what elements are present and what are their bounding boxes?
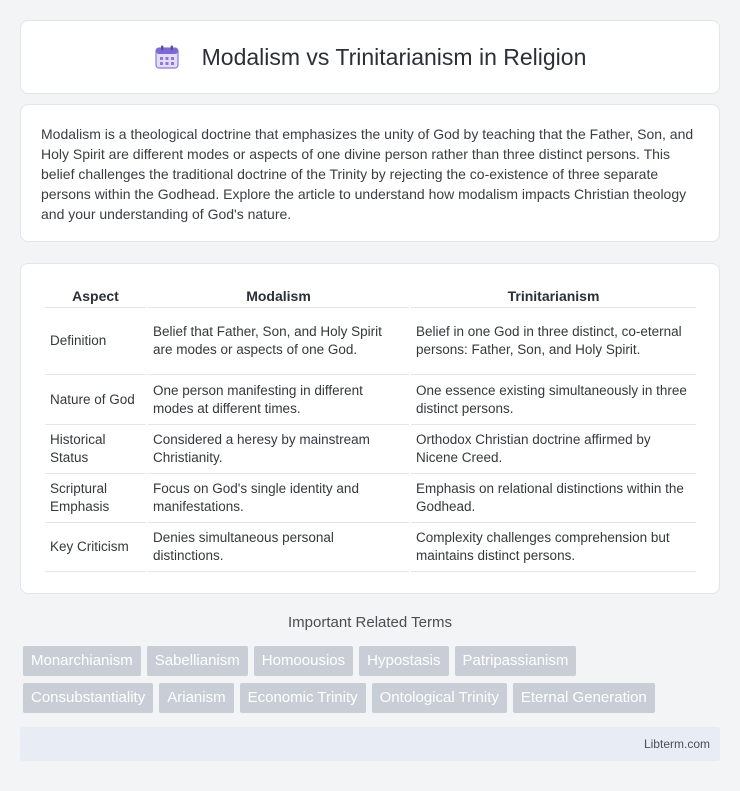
cell-trinitarianism: Complexity challenges comprehension but maintains distinct persons. [411,523,696,572]
table-row [45,375,696,425]
table-row [45,474,696,523]
cell-trinitarianism: Orthodox Christian doctrine affirmed by Nicene Creed. [411,425,696,474]
header-trinitarianism: Trinitarianism [411,286,696,308]
table-row [45,523,696,572]
cell-modalism: Belief that Father, Son, and Holy Spirit are modes or aspects of one God. [148,308,409,375]
table-row [45,308,696,375]
related-terms [23,646,723,720]
comparison-table [43,286,698,572]
cell-aspect: Nature of God [45,375,146,425]
tag-hypostasis[interactable]: Hypostasis [359,646,448,676]
tag-row [23,646,723,676]
footer [20,727,720,761]
cell-aspect: Definition [45,308,146,375]
page-title: Modalism vs Trinitarianism in Religion [201,43,587,70]
intro-card [20,104,720,242]
cell-aspect: Historical Status [45,425,146,474]
intro-text: Modalism is a theological doctrine that emphasizes the unity of God by teaching that the Father, Son, and Holy Spirit are different modes or aspects of one divine person rather than three distinct persons. This belief challenges the traditional doctrine of the Trinity by rejecting the co-existence of three separate persons within the Godhead. Explore the article to understand how modalism impacts Christian theology and your understanding of God's nature. [41,126,694,222]
table-header-row [45,286,696,308]
tag-sabellianism[interactable]: Sabellianism [147,646,248,676]
cell-aspect: Key Criticism [45,523,146,572]
tag-monarchianism[interactable]: Monarchianism [23,646,141,676]
tag-patripassianism[interactable]: Patripassianism [455,646,577,676]
calendar-icon [154,44,180,70]
header-card [20,20,720,94]
comparison-table-card [20,263,720,594]
tag-eternal-generation[interactable]: Eternal Generation [513,683,655,713]
cell-modalism: One person manifesting in different modes at different times. [148,375,409,425]
cell-aspect: Scriptural Emphasis [45,474,146,523]
tag-economic-trinity[interactable]: Economic Trinity [240,683,366,713]
footer-site-link[interactable]: Libterm.com [643,737,710,751]
tag-consubstantiality[interactable]: Consubstantiality [23,683,153,713]
tag-arianism[interactable]: Arianism [159,683,233,713]
tag-row [23,683,723,713]
table-row [45,425,696,474]
cell-modalism: Denies simultaneous personal distinctions. [148,523,409,572]
related-terms-title: Important Related Terms [288,614,452,631]
header-modalism: Modalism [148,286,409,308]
cell-trinitarianism: One essence existing simultaneously in three distinct persons. [411,375,696,425]
cell-modalism: Considered a heresy by mainstream Christianity. [148,425,409,474]
cell-trinitarianism: Belief in one God in three distinct, co-eternal persons: Father, Son, and Holy Spirit. [411,308,696,375]
cell-modalism: Focus on God's single identity and manifestations. [148,474,409,523]
header-aspect: Aspect [45,286,146,308]
cell-trinitarianism: Emphasis on relational distinctions within the Godhead. [411,474,696,523]
tag-homoousios[interactable]: Homoousios [254,646,353,676]
tag-ontological-trinity[interactable]: Ontological Trinity [372,683,507,713]
